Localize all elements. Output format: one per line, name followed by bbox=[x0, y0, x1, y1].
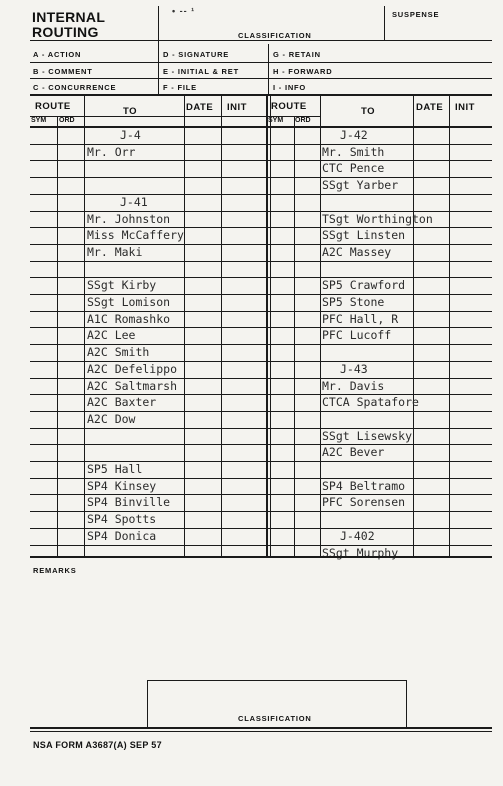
routing-group-heading: J-42 bbox=[340, 128, 368, 142]
routing-recipient: A2C Defelippo bbox=[87, 362, 178, 376]
date-header: DATE bbox=[416, 102, 444, 113]
init-header: INIT bbox=[227, 102, 247, 113]
ord-header: ORD bbox=[295, 117, 311, 124]
routing-recipient: PFC Hall, R bbox=[322, 312, 399, 326]
routing-group-heading: J-402 bbox=[340, 529, 375, 543]
table-row-line bbox=[30, 444, 492, 445]
action-legend-item: G - RETAIN bbox=[273, 50, 321, 59]
routing-recipient: SSgt Yarber bbox=[322, 178, 399, 192]
routing-recipient: A2C Massey bbox=[322, 245, 392, 259]
action-legend-item: I - INFO bbox=[273, 83, 307, 92]
routing-recipient: A2C Saltmarsh bbox=[87, 379, 178, 393]
routing-recipient: Mr. Orr bbox=[87, 145, 136, 159]
routing-recipient: Mr. Johnston bbox=[87, 212, 171, 226]
table-bottom bbox=[30, 556, 492, 558]
table-row-line bbox=[30, 428, 492, 429]
table-row-line bbox=[30, 160, 492, 161]
routing-recipient: CTCA Spatafore bbox=[322, 395, 419, 409]
route-header: ROUTE bbox=[35, 101, 71, 112]
route-header: ROUTE bbox=[271, 101, 307, 112]
ink-stamp: • -- ¹ bbox=[172, 6, 196, 16]
sym-header: SYM bbox=[268, 117, 284, 124]
routing-recipient: SSgt Kirby bbox=[87, 278, 157, 292]
table-row-line bbox=[30, 261, 492, 262]
routing-recipient: A2C Bever bbox=[322, 445, 385, 459]
routing-recipient: A2C Smith bbox=[87, 345, 150, 359]
routing-recipient: PFC Sorensen bbox=[322, 495, 406, 509]
routing-recipient: PFC Lucoff bbox=[322, 328, 392, 342]
routing-recipient: SP5 Crawford bbox=[322, 278, 406, 292]
ord-header: ORD bbox=[59, 117, 75, 124]
action-legend-item: D - SIGNATURE bbox=[163, 50, 230, 59]
form-title-line2: ROUTING bbox=[32, 24, 99, 40]
classification-box-left bbox=[147, 680, 148, 728]
to-header: TO bbox=[361, 106, 376, 117]
action-legend-item: A - ACTION bbox=[33, 50, 82, 59]
form-number: NSA FORM A3687(A) SEP 57 bbox=[33, 740, 162, 750]
table-row-line bbox=[30, 545, 492, 546]
routing-recipient: Mr. Davis bbox=[322, 379, 385, 393]
form-title-line1: INTERNAL bbox=[32, 9, 106, 25]
routing-recipient: SP5 Hall bbox=[87, 462, 143, 476]
action-legend-item: E - INITIAL & RET bbox=[163, 67, 239, 76]
to-header: TO bbox=[123, 106, 138, 117]
routing-group-heading: J-43 bbox=[340, 362, 368, 376]
routing-recipient: SSgt Lomison bbox=[87, 295, 171, 309]
routing-recipient: SP4 Donica bbox=[87, 529, 157, 543]
footer-line bbox=[30, 727, 492, 729]
routing-recipient: SP4 Binville bbox=[87, 495, 171, 509]
init-header: INIT bbox=[455, 102, 475, 113]
classification-box-top bbox=[147, 680, 407, 681]
routing-recipient: A1C Romashko bbox=[87, 312, 171, 326]
routing-group-heading: J-41 bbox=[120, 195, 148, 209]
routing-recipient: Mr. Maki bbox=[87, 245, 143, 259]
sym-header: SYM bbox=[31, 117, 47, 124]
suspense-label: SUSPENSE bbox=[392, 10, 440, 19]
routing-recipient: SSgt Linsten bbox=[322, 228, 406, 242]
remarks-label: REMARKS bbox=[33, 566, 77, 575]
action-legend-item: C - CONCURRENCE bbox=[33, 83, 117, 92]
routing-recipient: A2C Lee bbox=[87, 328, 136, 342]
action-legend-item: H - FORWARD bbox=[273, 67, 333, 76]
routing-recipient: A2C Baxter bbox=[87, 395, 157, 409]
routing-recipient: SP5 Stone bbox=[322, 295, 385, 309]
table-row-line bbox=[30, 194, 492, 195]
footer-line bbox=[30, 731, 492, 732]
routing-recipient: SP4 Kinsey bbox=[87, 479, 157, 493]
routing-recipient: TSgt Worthington bbox=[322, 212, 433, 226]
routing-recipient: A2C Dow bbox=[87, 412, 136, 426]
routing-recipient: SP4 Beltramo bbox=[322, 479, 406, 493]
action-legend-item: B - COMMENT bbox=[33, 67, 93, 76]
date-header: DATE bbox=[186, 102, 214, 113]
routing-group-heading: J-4 bbox=[120, 128, 141, 142]
action-legend-item: F - FILE bbox=[163, 83, 197, 92]
classification-box-right bbox=[406, 680, 407, 728]
routing-recipient: SSgt Lisewsky bbox=[322, 429, 413, 443]
classification-label: CLASSIFICATION bbox=[238, 31, 312, 40]
table-row-line bbox=[30, 177, 492, 178]
routing-recipient: Mr. Smith bbox=[322, 145, 385, 159]
routing-recipient: SP4 Spotts bbox=[87, 512, 157, 526]
routing-recipient: SSgt Murphy bbox=[322, 546, 399, 560]
routing-recipient: CTC Pence bbox=[322, 161, 385, 175]
bottom-classification-label: CLASSIFICATION bbox=[238, 714, 312, 723]
routing-recipient: Miss McCaffery bbox=[87, 228, 184, 242]
